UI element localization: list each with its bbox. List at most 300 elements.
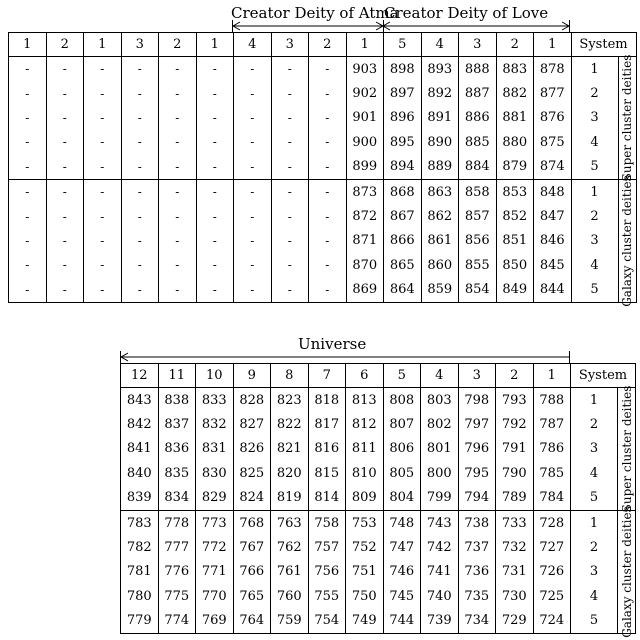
empty-cell: - — [46, 179, 84, 204]
value-cell: 838 — [158, 388, 196, 413]
table-row — [121, 535, 636, 559]
value-cell: 836 — [158, 437, 196, 461]
value-cell: 789 — [496, 486, 534, 511]
empty-cell: - — [271, 278, 309, 303]
empty-cell: - — [196, 179, 234, 204]
empty-cell: - — [84, 155, 122, 180]
value-cell: 854 — [459, 278, 497, 303]
empty-cell: - — [46, 278, 84, 303]
empty-cell: - — [234, 57, 272, 82]
column-header: System — [571, 33, 636, 57]
value-cell: 770 — [196, 584, 234, 608]
value-cell: 731 — [496, 560, 534, 584]
value-cell: 893 — [421, 57, 459, 82]
empty-cell: - — [9, 57, 47, 82]
empty-cell: - — [46, 155, 84, 180]
section-label-cell — [618, 385, 636, 513]
value-cell: 844 — [534, 278, 572, 303]
value-cell: 767 — [233, 535, 271, 559]
empty-cell: - — [196, 155, 234, 180]
empty-cell: - — [46, 204, 84, 228]
value-cell: 788 — [533, 388, 571, 413]
empty-cell: - — [271, 130, 309, 154]
system-cell: 2 — [571, 81, 618, 105]
value-cell: 861 — [421, 229, 459, 253]
value-cell: 889 — [421, 155, 459, 180]
value-cell: 855 — [459, 253, 497, 277]
column-header: 4 — [421, 33, 459, 57]
empty-cell: - — [46, 81, 84, 105]
empty-cell: - — [9, 253, 47, 277]
value-cell: 738 — [458, 510, 496, 535]
value-cell: 765 — [233, 584, 271, 608]
value-cell: 760 — [271, 584, 309, 608]
value-cell: 866 — [384, 229, 422, 253]
value-cell: 810 — [346, 461, 384, 485]
value-cell: 825 — [233, 461, 271, 485]
section-label-cell — [618, 54, 636, 182]
value-cell: 856 — [459, 229, 497, 253]
value-cell: 831 — [196, 437, 234, 461]
table-row — [121, 412, 636, 436]
empty-cell: - — [46, 57, 84, 82]
empty-cell: - — [196, 204, 234, 228]
empty-cell: - — [271, 57, 309, 82]
value-cell: 860 — [421, 253, 459, 277]
section-label: Galaxy cluster deities — [619, 506, 634, 638]
value-cell: 739 — [421, 609, 459, 634]
empty-cell: - — [159, 130, 197, 154]
value-cell: 803 — [421, 388, 459, 413]
value-cell: 809 — [346, 486, 384, 511]
value-cell: 895 — [384, 130, 422, 154]
value-cell: 795 — [458, 461, 496, 485]
value-cell: 892 — [421, 81, 459, 105]
value-cell: 864 — [384, 278, 422, 303]
value-cell: 732 — [496, 535, 534, 559]
table-row — [121, 388, 636, 413]
column-header: 10 — [196, 364, 234, 388]
empty-cell: - — [159, 229, 197, 253]
love-span-arrow — [382, 20, 570, 32]
column-header: 1 — [196, 33, 234, 57]
value-cell: 823 — [271, 388, 309, 413]
value-cell: 882 — [496, 81, 534, 105]
empty-cell: - — [46, 253, 84, 277]
value-cell: 846 — [534, 229, 572, 253]
column-header: 1 — [346, 33, 384, 57]
column-header: 12 — [121, 364, 159, 388]
column-header: 4 — [421, 364, 459, 388]
value-cell: 876 — [534, 106, 572, 130]
value-cell: 901 — [346, 106, 384, 130]
column-header: 8 — [271, 364, 309, 388]
column-header: 5 — [383, 364, 421, 388]
value-cell: 745 — [383, 584, 421, 608]
empty-cell: - — [121, 130, 159, 154]
empty-cell: - — [84, 253, 122, 277]
empty-cell: - — [271, 106, 309, 130]
value-cell: 724 — [533, 609, 571, 634]
value-cell: 776 — [158, 560, 196, 584]
column-header: System — [571, 364, 636, 388]
value-cell: 785 — [533, 461, 571, 485]
column-header: 2 — [159, 33, 197, 57]
value-cell: 725 — [533, 584, 571, 608]
value-cell: 896 — [384, 106, 422, 130]
value-cell: 878 — [534, 57, 572, 82]
value-cell: 728 — [533, 510, 571, 535]
universe-span-label: Universe — [298, 335, 367, 353]
empty-cell: - — [309, 278, 347, 303]
header-row — [121, 364, 636, 388]
value-cell: 815 — [308, 461, 346, 485]
value-cell: 797 — [458, 412, 496, 436]
value-cell: 763 — [271, 510, 309, 535]
system-cell: 5 — [571, 278, 618, 303]
column-header: 2 — [496, 364, 534, 388]
empty-cell: - — [159, 253, 197, 277]
empty-cell: - — [121, 204, 159, 228]
value-cell: 877 — [534, 81, 572, 105]
value-cell: 888 — [459, 57, 497, 82]
value-cell: 899 — [346, 155, 384, 180]
section-label: Super cluster deities — [620, 54, 634, 182]
value-cell: 872 — [346, 204, 384, 228]
system-cell: 3 — [571, 560, 618, 584]
value-cell: 850 — [496, 253, 534, 277]
value-cell: 756 — [308, 560, 346, 584]
value-cell: 733 — [496, 510, 534, 535]
value-cell: 740 — [421, 584, 459, 608]
column-header: 3 — [271, 33, 309, 57]
column-header: 4 — [234, 33, 272, 57]
empty-cell: - — [121, 106, 159, 130]
value-cell: 857 — [459, 204, 497, 228]
section-label: Super cluster deities — [619, 385, 634, 513]
value-cell: 794 — [458, 486, 496, 511]
empty-cell: - — [159, 106, 197, 130]
value-cell: 818 — [308, 388, 346, 413]
value-cell: 778 — [158, 510, 196, 535]
empty-cell: - — [234, 130, 272, 154]
column-header: 2 — [309, 33, 347, 57]
section-label-cell — [618, 175, 636, 307]
empty-cell: - — [271, 179, 309, 204]
value-cell: 852 — [496, 204, 534, 228]
value-cell: 741 — [421, 560, 459, 584]
value-cell: 900 — [346, 130, 384, 154]
value-cell: 747 — [383, 535, 421, 559]
empty-cell: - — [84, 57, 122, 82]
value-cell: 744 — [383, 609, 421, 634]
love-span-label: Creator Deity of Love — [384, 4, 549, 22]
table-row — [121, 486, 636, 511]
empty-cell: - — [159, 57, 197, 82]
empty-cell: - — [234, 204, 272, 228]
value-cell: 784 — [533, 486, 571, 511]
system-cell: 3 — [571, 106, 618, 130]
creator-deity-table — [8, 32, 637, 307]
section-label: Galaxy cluster deities — [620, 175, 634, 307]
value-cell: 848 — [534, 179, 572, 204]
value-cell: 798 — [458, 388, 496, 413]
value-cell: 786 — [533, 437, 571, 461]
value-cell: 805 — [383, 461, 421, 485]
table-row — [121, 461, 636, 485]
system-cell: 1 — [571, 57, 618, 82]
value-cell: 834 — [158, 486, 196, 511]
value-cell: 868 — [384, 179, 422, 204]
table-row — [121, 560, 636, 584]
system-cell: 3 — [571, 437, 618, 461]
empty-cell: - — [196, 57, 234, 82]
table-row — [9, 204, 637, 228]
value-cell: 869 — [346, 278, 384, 303]
empty-cell: - — [196, 81, 234, 105]
value-cell: 903 — [346, 57, 384, 82]
system-cell: 1 — [571, 510, 618, 535]
value-cell: 726 — [533, 560, 571, 584]
value-cell: 817 — [308, 412, 346, 436]
column-header: 1 — [9, 33, 47, 57]
atma-span-label: Creator Deity of Atma — [231, 4, 399, 22]
value-cell: 902 — [346, 81, 384, 105]
column-header: 9 — [233, 364, 271, 388]
column-header: 7 — [308, 364, 346, 388]
system-cell: 2 — [571, 412, 618, 436]
empty-cell: - — [309, 229, 347, 253]
value-cell: 884 — [459, 155, 497, 180]
value-cell: 729 — [496, 609, 534, 634]
value-cell: 887 — [459, 81, 497, 105]
system-cell: 5 — [571, 486, 618, 511]
value-cell: 862 — [421, 204, 459, 228]
empty-cell: - — [309, 81, 347, 105]
column-header: 2 — [496, 33, 534, 57]
empty-cell: - — [9, 155, 47, 180]
empty-cell: - — [196, 253, 234, 277]
column-header: 11 — [158, 364, 196, 388]
empty-cell: - — [9, 179, 47, 204]
value-cell: 772 — [196, 535, 234, 559]
value-cell: 806 — [383, 437, 421, 461]
empty-cell: - — [159, 204, 197, 228]
value-cell: 830 — [196, 461, 234, 485]
value-cell: 750 — [346, 584, 384, 608]
value-cell: 870 — [346, 253, 384, 277]
empty-cell: - — [196, 229, 234, 253]
empty-cell: - — [271, 81, 309, 105]
value-cell: 730 — [496, 584, 534, 608]
value-cell: 828 — [233, 388, 271, 413]
empty-cell: - — [309, 204, 347, 228]
column-header: 2 — [46, 33, 84, 57]
value-cell: 768 — [233, 510, 271, 535]
value-cell: 822 — [271, 412, 309, 436]
empty-cell: - — [234, 106, 272, 130]
value-cell: 879 — [496, 155, 534, 180]
empty-cell: - — [9, 130, 47, 154]
value-cell: 766 — [233, 560, 271, 584]
empty-cell: - — [196, 278, 234, 303]
column-header: 1 — [533, 364, 571, 388]
value-cell: 791 — [496, 437, 534, 461]
value-cell: 840 — [121, 461, 159, 485]
empty-cell: - — [121, 57, 159, 82]
value-cell: 816 — [308, 437, 346, 461]
empty-cell: - — [84, 106, 122, 130]
value-cell: 894 — [384, 155, 422, 180]
value-cell: 874 — [534, 155, 572, 180]
empty-cell: - — [234, 229, 272, 253]
value-cell: 871 — [346, 229, 384, 253]
value-cell: 751 — [346, 560, 384, 584]
empty-cell: - — [121, 229, 159, 253]
value-cell: 800 — [421, 461, 459, 485]
value-cell: 835 — [158, 461, 196, 485]
empty-cell: - — [159, 81, 197, 105]
value-cell: 734 — [458, 609, 496, 634]
table-row — [9, 106, 637, 130]
universe-span-arrow — [120, 351, 570, 363]
system-cell: 1 — [571, 388, 618, 413]
value-cell: 799 — [421, 486, 459, 511]
empty-cell: - — [309, 155, 347, 180]
universe-table — [120, 363, 636, 638]
value-cell: 853 — [496, 179, 534, 204]
table-row — [9, 253, 637, 277]
value-cell: 839 — [121, 486, 159, 511]
table-row — [9, 81, 637, 105]
empty-cell: - — [234, 155, 272, 180]
value-cell: 755 — [308, 584, 346, 608]
empty-cell: - — [84, 81, 122, 105]
empty-cell: - — [309, 130, 347, 154]
value-cell: 821 — [271, 437, 309, 461]
value-cell: 796 — [458, 437, 496, 461]
value-cell: 837 — [158, 412, 196, 436]
column-header: 1 — [84, 33, 122, 57]
value-cell: 842 — [121, 412, 159, 436]
value-cell: 812 — [346, 412, 384, 436]
table-row — [9, 130, 637, 154]
system-cell: 4 — [571, 584, 618, 608]
value-cell: 833 — [196, 388, 234, 413]
system-cell: 2 — [571, 535, 618, 559]
value-cell: 851 — [496, 229, 534, 253]
value-cell: 764 — [233, 609, 271, 634]
value-cell: 743 — [421, 510, 459, 535]
value-cell: 792 — [496, 412, 534, 436]
value-cell: 886 — [459, 106, 497, 130]
value-cell: 824 — [233, 486, 271, 511]
system-cell: 2 — [571, 204, 618, 228]
empty-cell: - — [271, 204, 309, 228]
value-cell: 863 — [421, 179, 459, 204]
value-cell: 736 — [458, 560, 496, 584]
value-cell: 746 — [383, 560, 421, 584]
value-cell: 752 — [346, 535, 384, 559]
value-cell: 875 — [534, 130, 572, 154]
value-cell: 779 — [121, 609, 159, 634]
column-header: 5 — [384, 33, 422, 57]
value-cell: 758 — [308, 510, 346, 535]
system-cell: 4 — [571, 461, 618, 485]
value-cell: 753 — [346, 510, 384, 535]
value-cell: 759 — [271, 609, 309, 634]
value-cell: 897 — [384, 81, 422, 105]
value-cell: 867 — [384, 204, 422, 228]
value-cell: 771 — [196, 560, 234, 584]
empty-cell: - — [234, 253, 272, 277]
value-cell: 891 — [421, 106, 459, 130]
value-cell: 845 — [534, 253, 572, 277]
empty-cell: - — [234, 278, 272, 303]
empty-cell: - — [9, 106, 47, 130]
system-cell: 5 — [571, 155, 618, 180]
value-cell: 735 — [458, 584, 496, 608]
section-label-cell — [618, 506, 636, 638]
value-cell: 782 — [121, 535, 159, 559]
column-header: 3 — [458, 364, 496, 388]
value-cell: 790 — [496, 461, 534, 485]
value-cell: 898 — [384, 57, 422, 82]
empty-cell: - — [234, 81, 272, 105]
empty-cell: - — [271, 229, 309, 253]
value-cell: 832 — [196, 412, 234, 436]
value-cell: 769 — [196, 609, 234, 634]
value-cell: 820 — [271, 461, 309, 485]
table-row — [9, 179, 637, 204]
empty-cell: - — [309, 253, 347, 277]
table-row — [9, 278, 637, 303]
value-cell: 807 — [383, 412, 421, 436]
value-cell: 742 — [421, 535, 459, 559]
empty-cell: - — [234, 179, 272, 204]
empty-cell: - — [121, 253, 159, 277]
empty-cell: - — [84, 204, 122, 228]
table-row — [9, 229, 637, 253]
value-cell: 761 — [271, 560, 309, 584]
column-header: 3 — [459, 33, 497, 57]
value-cell: 777 — [158, 535, 196, 559]
empty-cell: - — [159, 278, 197, 303]
system-cell: 4 — [571, 253, 618, 277]
empty-cell: - — [46, 106, 84, 130]
column-header: 1 — [534, 33, 572, 57]
empty-cell: - — [309, 106, 347, 130]
value-cell: 813 — [346, 388, 384, 413]
empty-cell: - — [9, 81, 47, 105]
value-cell: 865 — [384, 253, 422, 277]
empty-cell: - — [121, 179, 159, 204]
system-cell: 3 — [571, 229, 618, 253]
value-cell: 890 — [421, 130, 459, 154]
empty-cell: - — [309, 57, 347, 82]
value-cell: 773 — [196, 510, 234, 535]
value-cell: 737 — [458, 535, 496, 559]
table-row — [9, 155, 637, 180]
value-cell: 804 — [383, 486, 421, 511]
empty-cell: - — [9, 204, 47, 228]
column-header: 3 — [121, 33, 159, 57]
header-row — [9, 33, 637, 57]
value-cell: 847 — [534, 204, 572, 228]
empty-cell: - — [121, 278, 159, 303]
value-cell: 873 — [346, 179, 384, 204]
value-cell: 727 — [533, 535, 571, 559]
